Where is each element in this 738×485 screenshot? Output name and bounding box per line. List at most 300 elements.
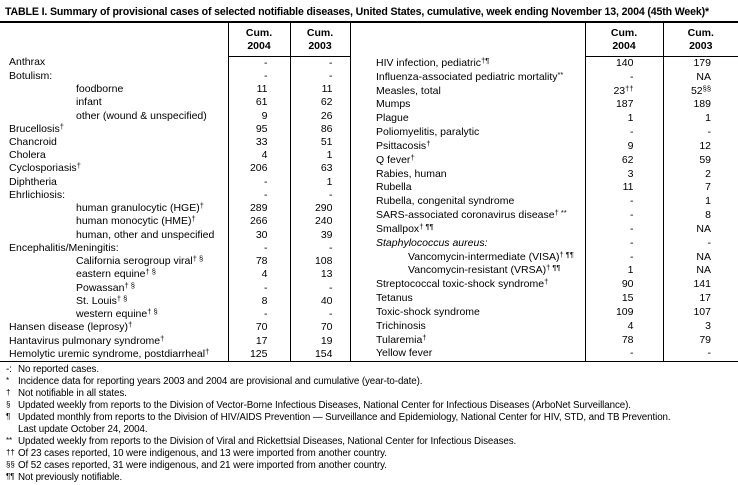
disease-label: eastern equine [76,268,146,281]
table-row [365,140,738,154]
case-count: 17 [255,334,268,347]
cum-label: Cum. [306,26,334,39]
value-cell-2004 [585,153,663,167]
value-cell-2003 [290,83,350,96]
value-cell-2004 [585,98,663,112]
case-count: - [707,236,711,249]
case-count: 266 [249,215,268,228]
table-row [0,334,350,347]
value-cell-2003 [663,347,738,361]
year-label: 2003 [308,39,332,52]
disease-label: human granulocytic (HGE) [76,202,200,215]
case-count: - [264,56,268,69]
disease-label: Psittacosis [376,139,427,152]
disease-label-cell [0,83,228,96]
case-count: 33 [255,136,268,149]
footnote-marker: † [410,153,415,162]
value-cell-2004 [228,308,290,321]
value-cell-2004 [228,215,290,228]
case-count: 79 [699,333,711,346]
footnote-marker: †¶ [481,56,490,65]
value-cell-2003 [663,56,738,70]
col-header-cum-2004 [228,23,290,56]
value-cell-2003 [663,305,738,319]
value-cell-2004 [585,112,663,126]
value-cell-2004 [585,264,663,278]
footnote [3,388,737,400]
value-cell-2004 [228,202,290,215]
value-cell-2003 [290,215,350,228]
disease-label-cell [0,56,228,70]
case-count: 86 [320,122,333,135]
table-row [365,347,738,361]
value-cell-2004 [228,162,290,175]
disease-label-cell [365,181,585,195]
disease-label-cell [0,348,228,361]
case-count: 125 [249,347,268,360]
disease-label: Hemolytic uremic syndrome, postdiarrheal [9,347,206,360]
case-count: 40 [320,294,333,307]
header-row [365,23,738,56]
footnote-marker: -: [6,364,12,375]
footnote-marker: † [6,388,11,397]
value-cell-2004 [585,126,663,140]
value-cell-2003 [663,181,738,195]
value-cell-2004 [228,149,290,162]
disease-label-cell [0,176,228,189]
case-count: 9 [261,109,268,122]
value-cell-2004 [585,222,663,236]
footnote-marker: † § [145,268,156,277]
disease-label-cell [365,153,585,167]
case-count: - [329,69,333,82]
value-cell-2003 [663,98,738,112]
table-row [0,348,350,361]
case-count: 1 [326,175,333,188]
case-count: 61 [255,96,268,109]
case-count: 59 [699,153,711,166]
disease-label-cell [0,334,228,347]
value-cell-2003 [290,56,350,70]
case-count: - [264,175,268,188]
disease-label-cell [365,264,585,278]
case-count: 189 [693,98,711,111]
disease-label: other (wound & unspecified) [76,109,207,122]
value-cell-2003 [663,112,738,126]
table-row [365,222,738,236]
disease-label: St. Louis [76,294,117,307]
case-count: 17 [699,292,711,305]
disease-label: Yellow fever [376,347,433,360]
footnote [3,448,737,460]
disease-label: Ehrlichiosis: [9,188,66,201]
table-row [365,278,738,292]
disease-label: western equine [76,308,148,321]
footnote-marker: † [160,334,165,343]
disease-label-cell [0,242,228,255]
table-row [0,215,350,228]
case-count: 141 [693,278,711,291]
footnote-marker: ** [6,436,13,445]
disease-label-cell [0,229,228,242]
disease-label: California serogroup viral [76,255,193,268]
value-cell-2004 [228,136,290,149]
case-count: 240 [314,215,333,228]
disease-label-cell [0,149,228,162]
value-cell-2003 [290,202,350,215]
footnote-marker: ¶ [6,412,11,421]
table-row [0,255,350,268]
value-cell-2004 [228,176,290,189]
footnote-marker: † § [124,281,135,290]
footnote-marker: §§ [6,460,15,469]
disease-label: Mumps [376,98,411,111]
disease-label-cell [365,292,585,306]
empty-header-cell [365,23,585,56]
case-count: - [630,70,634,83]
case-count: - [630,126,634,139]
value-cell-2003 [663,126,738,140]
case-count: 179 [693,56,711,69]
value-cell-2004 [228,295,290,308]
case-count: - [264,69,268,82]
case-count: - [707,126,711,139]
case-count: 11 [321,83,333,96]
value-cell-2003 [663,209,738,223]
value-cell-2003 [290,162,350,175]
footnote-text: Incidence data for reporting years 2003 and 2004 are provisional and cumulative (year-to-date). [18,376,423,387]
value-cell-2004 [228,189,290,202]
case-count: 290 [314,202,333,215]
value-cell-2003 [290,136,350,149]
table-row [365,153,738,167]
footnote-marker: † [544,277,549,287]
table-row [365,250,738,264]
value-cell-2004 [228,321,290,334]
case-count: - [630,236,634,249]
case-count: 63 [320,162,333,175]
disease-label: human monocytic (HME) [76,215,192,228]
case-count: 4 [261,149,268,162]
table-row [0,56,350,70]
case-count: 1 [326,149,333,162]
disease-label: Diphtheria [9,175,57,188]
value-cell-2004 [585,305,663,319]
disease-label-cell [365,140,585,154]
left-table [0,23,351,361]
case-count: - [329,188,333,201]
disease-label: infant [76,96,102,109]
footnote-text: Updated weekly from reports to the Division of Vector-Borne Infectious Diseases, National Center for Infectious Diseases (ArboNet Surveillance). [18,400,631,411]
footnote [3,472,737,484]
table-row [365,333,738,347]
value-cell-2003 [663,140,738,154]
disease-label: Tularemia [376,333,423,346]
disease-label: Rubella, congenital syndrome [376,195,515,208]
disease-label-cell [0,109,228,122]
col-header-cum-2003 [290,23,350,56]
footnote-text: Of 52 cases reported, 31 were indigenous, and 21 were imported from another country. [18,460,387,471]
footnote [3,400,737,412]
value-cell-2004 [585,140,663,154]
value-cell-2004 [228,123,290,136]
disease-label-cell [365,347,585,361]
footnote-marker: † [422,333,427,342]
value-cell-2004 [228,281,290,294]
value-cell-2003 [663,167,738,181]
case-count: 70 [255,321,268,334]
footnote [3,460,737,472]
footnote-marker: †† [6,448,15,457]
disease-label: Tetanus [376,292,413,305]
disease-label: Rubella [376,181,412,194]
disease-label-cell [0,308,228,321]
case-count: - [630,347,634,360]
case-count: 3 [705,319,711,332]
footnote-marker: † ¶¶ [419,222,434,231]
value-cell-2003 [290,229,350,242]
case-count: 30 [255,228,268,241]
footnote-marker: † [76,162,81,171]
table-row [365,305,738,319]
value-cell-2003 [290,348,350,361]
disease-label-cell [365,112,585,126]
value-cell-2003 [663,278,738,292]
case-count: 26 [320,109,333,122]
table-title: TABLE I. Summary of provisional cases of selected notifiable diseases, United States, cumulative, week ending November 13, 2004 (45th Week)* [5,6,709,18]
case-count: NA [696,70,711,83]
cum-label: Cum. [610,26,638,39]
value-cell-2004 [585,70,663,84]
table-row [365,292,738,306]
value-cell-2003 [290,255,350,268]
disease-label: Poliomyelitis, paralytic [376,126,480,139]
table-row [365,181,738,195]
footnote-marker: * [6,376,10,385]
value-cell-2004 [228,83,290,96]
value-cell-2004 [585,319,663,333]
case-count: 108 [314,255,333,268]
case-count: - [264,241,268,254]
footnotes-block [3,364,737,484]
disease-label: Staphylococcus aureus: [376,236,488,249]
value-cell-2003 [290,334,350,347]
header-row [0,23,350,56]
col-header-cum-2003 [663,23,738,56]
year-label: 2004 [612,39,636,52]
table-row [365,209,738,223]
table-row [0,242,350,255]
table-row [365,264,738,278]
col-header-cum-2004 [585,23,663,56]
case-count: 11 [256,83,268,96]
year-label: 2004 [247,39,271,52]
case-count: - [264,188,268,201]
footnote-text: Of 23 cases reported, 10 were indigenous, and 13 were imported from another country. [18,448,387,459]
value-cell-2003 [290,176,350,189]
case-count: - [329,241,333,254]
footnote-marker: § [6,400,11,409]
case-count: - [630,222,634,235]
case-count: NA [696,222,711,235]
table-row [365,56,738,70]
footnote-marker: ¶¶ [6,472,15,481]
value-cell-2003 [663,333,738,347]
disease-label: Q fever [376,153,411,166]
disease-label-cell [0,123,228,136]
case-count: 140 [615,56,634,69]
case-count: 1 [705,195,711,208]
value-cell-2003 [663,319,738,333]
footnote [3,412,737,424]
value-cell-2003 [290,96,350,109]
footnote-marker: † ¶¶ [546,263,561,273]
case-count: 39 [320,228,333,241]
footnote-marker: † [59,122,64,131]
case-count: 8 [261,294,268,307]
footnote [3,376,737,388]
table-row [0,70,350,83]
value-cell-2004 [228,348,290,361]
footnote-marker: † § [116,294,128,303]
case-count: - [329,281,333,294]
case-count: - [630,195,634,208]
value-cell-2003 [290,242,350,255]
footnote-text: Not notifiable in all states. [18,388,127,399]
disease-label: Influenza-associated pediatric mortality [376,70,558,83]
case-count: 78 [255,255,268,268]
case-count: - [329,308,333,321]
footnote [3,424,737,436]
disease-label-cell [365,236,585,250]
footnote-marker: † [205,347,210,356]
footnote-text: Not previously notifiable. [18,472,123,483]
case-count: - [264,308,268,321]
case-count: 154 [314,347,333,360]
disease-label-cell [0,295,228,308]
disease-label: Trichinosis [376,319,426,332]
disease-label-cell [0,255,228,268]
footnote-text: No reported cases. [18,364,99,375]
disease-label-cell [365,98,585,112]
value-cell-2004 [585,347,663,361]
case-count: 4 [261,268,268,281]
footnote-text: Last update October 24, 2004. [18,424,148,435]
table-row [365,167,738,181]
case-count: 11 [622,181,634,194]
case-count: 62 [320,96,333,109]
footnote-marker: † § [147,307,158,317]
value-cell-2003 [663,84,738,98]
disease-label: Powassan [76,281,125,294]
footnote-text: Updated weekly from reports to the Division of Viral and Rickettsial Diseases, National Center for Infectious Diseases. [18,436,517,447]
cum-label: Cum. [245,26,273,39]
disease-label-cell [365,209,585,223]
case-count: 3 [627,167,634,180]
value-cell-2003 [290,295,350,308]
disease-label: SARS-associated coronavirus disease [376,209,555,222]
value-cell-2003 [663,236,738,250]
table-row [0,308,350,321]
value-cell-2004 [585,292,663,306]
disease-label-cell [0,96,228,109]
footnote-marker: † ** [554,208,567,218]
value-cell-2003 [663,153,738,167]
table-row [0,321,350,334]
disease-label: Toxic-shock syndrome [376,305,480,318]
disease-label: Smallpox [376,222,420,235]
disease-label: Streptococcal toxic-shock syndrome [376,278,545,291]
case-count: NA [696,250,711,263]
disease-label-cell [365,195,585,209]
case-count: 51 [320,136,333,149]
table-row [365,70,738,84]
value-cell-2004 [228,229,290,242]
case-count: 1 [627,264,634,277]
disease-label-cell [0,215,228,228]
value-cell-2004 [585,84,663,98]
value-cell-2004 [585,333,663,347]
table-row [365,319,738,333]
table-row [365,98,738,112]
footnote-marker: † § [192,255,204,264]
disease-label: Botulism: [9,69,53,82]
disease-label: Rabies, human [376,167,447,180]
case-count: - [630,250,634,263]
disease-label: foodborne [76,83,124,96]
value-cell-2003 [663,264,738,278]
footnote-marker: † [199,202,204,211]
disease-label-cell [0,162,228,175]
value-cell-2003 [663,250,738,264]
disease-label-cell [365,70,585,84]
value-cell-2004 [228,56,290,70]
disease-label-cell [365,319,585,333]
table-row [365,236,738,250]
case-count: 19 [320,334,333,347]
disease-label: Hantavirus pulmonary syndrome [9,334,161,347]
disease-label-cell [365,56,585,70]
table-row [0,281,350,294]
disease-label-cell [365,84,585,98]
case-count: 7 [705,181,711,194]
value-cell-2004 [585,209,663,223]
table-row [0,96,350,109]
case-count: 206 [249,162,268,175]
disease-label-cell [0,136,228,149]
value-cell-2004 [228,109,290,122]
footnote-marker: ** [557,70,564,79]
disease-label-cell [365,305,585,319]
value-cell-2003 [290,281,350,294]
value-cell-2004 [228,255,290,268]
value-cell-2003 [290,149,350,162]
case-count: NA [696,264,711,277]
footnote-marker: †† [625,84,634,93]
case-count: 4 [627,319,634,332]
value-cell-2003 [663,70,738,84]
case-count: 62 [621,153,634,166]
disease-label-cell [0,321,228,334]
value-cell-2004 [585,195,663,209]
value-cell-2004 [585,278,663,292]
disease-label-cell [0,268,228,281]
disease-label-cell [0,70,228,83]
value-cell-2004 [585,250,663,264]
case-count: 70 [320,321,333,334]
disease-label-cell [365,250,585,264]
table-row [365,112,738,126]
